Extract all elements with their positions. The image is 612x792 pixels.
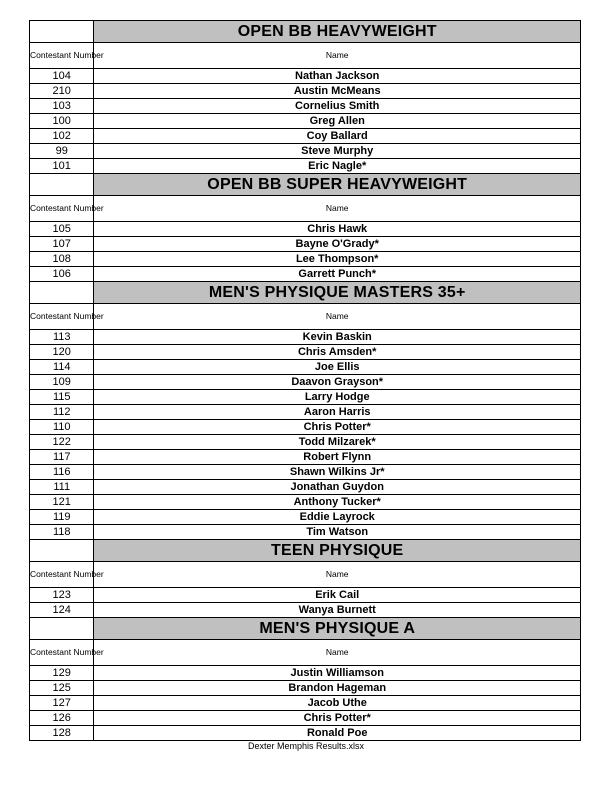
table-row xyxy=(30,252,581,267)
contestant-number: 113 xyxy=(30,330,94,345)
column-header-row xyxy=(30,196,581,222)
contestant-name: Chris Amsden* xyxy=(94,345,581,360)
blank-cell xyxy=(30,618,94,640)
contestant-number: 104 xyxy=(30,69,94,84)
contestant-name: Todd Milzarek* xyxy=(94,435,581,450)
contestant-number: 128 xyxy=(30,726,94,741)
table-row xyxy=(30,237,581,252)
table-row xyxy=(30,420,581,435)
contestant-name: Eric Nagle* xyxy=(94,159,581,174)
contestant-number: 117 xyxy=(30,450,94,465)
header-name: Name xyxy=(94,304,581,330)
contestant-number: 126 xyxy=(30,711,94,726)
section-title-row xyxy=(30,618,581,640)
contestant-number: 107 xyxy=(30,237,94,252)
contestant-number: 112 xyxy=(30,405,94,420)
header-name: Name xyxy=(94,196,581,222)
table-row xyxy=(30,129,581,144)
contestant-name: Cornelius Smith xyxy=(94,99,581,114)
table-row xyxy=(30,330,581,345)
contestant-name: Bayne O'Grady* xyxy=(94,237,581,252)
header-contestant-number: Contestant Number xyxy=(30,43,94,69)
table-row xyxy=(30,681,581,696)
table-row xyxy=(30,222,581,237)
table-row xyxy=(30,510,581,525)
contestant-name: Joe Ellis xyxy=(94,360,581,375)
contestant-number: 124 xyxy=(30,603,94,618)
table-row xyxy=(30,726,581,741)
table-row xyxy=(30,99,581,114)
contestant-number: 101 xyxy=(30,159,94,174)
table-row xyxy=(30,360,581,375)
contestant-name: Austin McMeans xyxy=(94,84,581,99)
contestant-number: 102 xyxy=(30,129,94,144)
table-row xyxy=(30,696,581,711)
section-title-row xyxy=(30,174,581,196)
column-header-row xyxy=(30,304,581,330)
table-row xyxy=(30,525,581,540)
blank-cell xyxy=(30,174,94,196)
column-header-row xyxy=(30,43,581,69)
table-row xyxy=(30,435,581,450)
header-contestant-number: Contestant Number xyxy=(30,562,94,588)
header-name: Name xyxy=(94,43,581,69)
contestant-number: 121 xyxy=(30,495,94,510)
table-row xyxy=(30,114,581,129)
contestant-number: 106 xyxy=(30,267,94,282)
table-row xyxy=(30,711,581,726)
contestant-number: 120 xyxy=(30,345,94,360)
section-title-row xyxy=(30,282,581,304)
header-contestant-number: Contestant Number xyxy=(30,196,94,222)
blank-cell xyxy=(30,282,94,304)
column-header-row xyxy=(30,562,581,588)
contestant-name: Steve Murphy xyxy=(94,144,581,159)
header-contestant-number: Contestant Number xyxy=(30,304,94,330)
contestant-name: Kevin Baskin xyxy=(94,330,581,345)
table-row xyxy=(30,375,581,390)
contestant-number: 114 xyxy=(30,360,94,375)
contestant-number: 103 xyxy=(30,99,94,114)
contestant-name: Larry Hodge xyxy=(94,390,581,405)
contestant-number: 118 xyxy=(30,525,94,540)
table-row xyxy=(30,267,581,282)
table-row xyxy=(30,69,581,84)
results-table xyxy=(29,20,581,741)
header-name: Name xyxy=(94,640,581,666)
table-row xyxy=(30,144,581,159)
contestant-number: 109 xyxy=(30,375,94,390)
section-title-row xyxy=(30,540,581,562)
footer-filename: Dexter Memphis Results.xlsx xyxy=(247,741,365,751)
table-row xyxy=(30,345,581,360)
contestant-name: Robert Flynn xyxy=(94,450,581,465)
contestant-name: Daavon Grayson* xyxy=(94,375,581,390)
table-row xyxy=(30,666,581,681)
section-title: OPEN BB SUPER HEAVYWEIGHT xyxy=(94,174,581,196)
contestant-number: 122 xyxy=(30,435,94,450)
results-sheet xyxy=(29,20,581,741)
contestant-name: Jacob Uthe xyxy=(94,696,581,711)
table-row xyxy=(30,390,581,405)
table-row xyxy=(30,159,581,174)
contestant-name: Jonathan Guydon xyxy=(94,480,581,495)
contestant-number: 116 xyxy=(30,465,94,480)
contestant-name: Chris Potter* xyxy=(94,420,581,435)
blank-cell xyxy=(30,21,94,43)
contestant-number: 115 xyxy=(30,390,94,405)
contestant-name: Anthony Tucker* xyxy=(94,495,581,510)
contestant-number: 123 xyxy=(30,588,94,603)
section-title: MEN'S PHYSIQUE MASTERS 35+ xyxy=(94,282,581,304)
section-title: OPEN BB HEAVYWEIGHT xyxy=(94,21,581,43)
contestant-name: Greg Allen xyxy=(94,114,581,129)
contestant-number: 210 xyxy=(30,84,94,99)
table-row xyxy=(30,450,581,465)
section-title: MEN'S PHYSIQUE A xyxy=(94,618,581,640)
contestant-name: Erik Cail xyxy=(94,588,581,603)
contestant-name: Garrett Punch* xyxy=(94,267,581,282)
contestant-name: Eddie Layrock xyxy=(94,510,581,525)
contestant-number: 100 xyxy=(30,114,94,129)
table-row xyxy=(30,588,581,603)
header-name: Name xyxy=(94,562,581,588)
blank-cell xyxy=(30,540,94,562)
contestant-number: 125 xyxy=(30,681,94,696)
table-row xyxy=(30,465,581,480)
contestant-number: 129 xyxy=(30,666,94,681)
table-row xyxy=(30,405,581,420)
section-title: TEEN PHYSIQUE xyxy=(94,540,581,562)
contestant-number: 127 xyxy=(30,696,94,711)
contestant-name: Lee Thompson* xyxy=(94,252,581,267)
contestant-number: 108 xyxy=(30,252,94,267)
contestant-name: Aaron Harris xyxy=(94,405,581,420)
table-row xyxy=(30,495,581,510)
table-row xyxy=(30,603,581,618)
contestant-name: Coy Ballard xyxy=(94,129,581,144)
table-row xyxy=(30,480,581,495)
contestant-name: Nathan Jackson xyxy=(94,69,581,84)
contestant-name: Ronald Poe xyxy=(94,726,581,741)
contestant-name: Brandon Hageman xyxy=(94,681,581,696)
contestant-name: Tim Watson xyxy=(94,525,581,540)
contestant-name: Justin Williamson xyxy=(94,666,581,681)
column-header-row xyxy=(30,640,581,666)
header-contestant-number: Contestant Number xyxy=(30,640,94,666)
section-title-row xyxy=(30,21,581,43)
contestant-number: 105 xyxy=(30,222,94,237)
table-row xyxy=(30,84,581,99)
contestant-number: 111 xyxy=(30,480,94,495)
contestant-number: 99 xyxy=(30,144,94,159)
contestant-number: 110 xyxy=(30,420,94,435)
contestant-name: Shawn Wilkins Jr* xyxy=(94,465,581,480)
contestant-name: Chris Potter* xyxy=(94,711,581,726)
contestant-name: Wanya Burnett xyxy=(94,603,581,618)
contestant-number: 119 xyxy=(30,510,94,525)
contestant-name: Chris Hawk xyxy=(94,222,581,237)
